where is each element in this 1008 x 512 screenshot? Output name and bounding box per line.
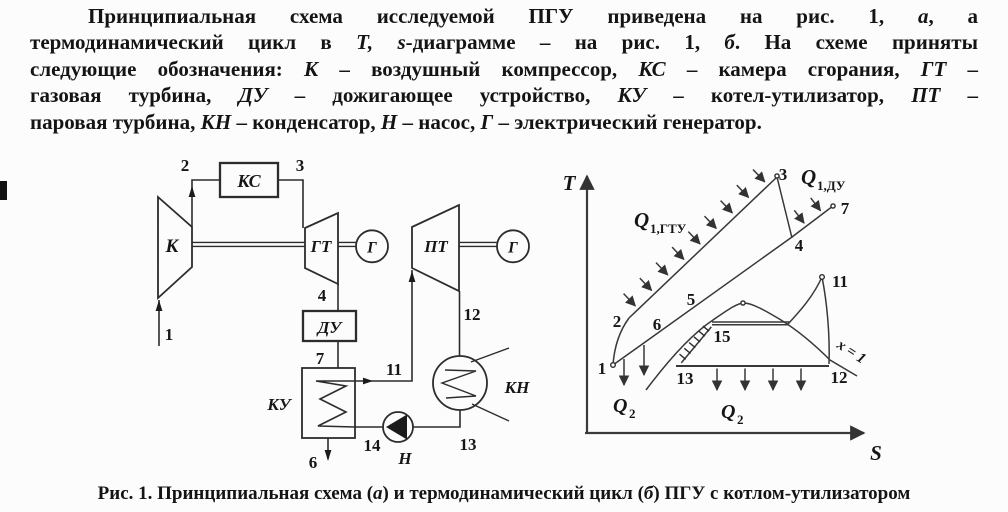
text-run: Принципиальная схема исследуемой ПГУ приведена на рис. 1, (88, 4, 918, 28)
text-run: Г (480, 109, 494, 134)
stream-12: 12 (463, 305, 481, 324)
expansion-line (822, 277, 829, 364)
stream-1: 1 (164, 325, 174, 344)
paragraph-line (30, 82, 978, 108)
text-run: следующие обозначения: (30, 56, 304, 81)
afterburner (303, 311, 356, 341)
stream-14: 14 (363, 436, 381, 455)
text-run: – воздушный компрессор, (318, 56, 639, 81)
q2-steam-subscript: 2 (737, 412, 744, 427)
paragraph-line (30, 29, 978, 55)
heat-rejection-steam (717, 369, 801, 391)
generator-left-label: Г (367, 239, 377, 257)
paragraph-line (30, 56, 978, 82)
q2-steam-label: Q (721, 401, 736, 423)
heat-rejection-gas (624, 345, 644, 385)
text-run: , а (928, 4, 978, 28)
stream-2: 2 (180, 156, 190, 175)
ts-point-4: 4 (794, 236, 804, 255)
condenser-coil-icon (442, 370, 476, 398)
text-run: а (917, 4, 929, 28)
q1-gtu-subscript: 1,ГТУ (650, 221, 687, 236)
text-run: – насос, (397, 109, 481, 134)
text-run: Н (380, 109, 398, 134)
body-paragraph (30, 3, 978, 135)
q1-gtu-label: Q (634, 208, 650, 232)
flow-arrow-icon (189, 186, 196, 197)
text-run: ) ПГУ с котлом-утилизатором (653, 483, 911, 504)
stream-4: 4 (317, 286, 327, 305)
combustion-chamber (220, 163, 278, 197)
text-run: б (724, 30, 735, 55)
text-run: – камера сгорания, (665, 56, 921, 81)
text-run: а (373, 483, 383, 504)
text-run: К (303, 56, 319, 81)
stream-3: 3 (295, 156, 305, 175)
ts-point-12: 12 (830, 368, 848, 387)
generator-left (356, 230, 388, 262)
condenser-label: КН (504, 378, 530, 397)
q2-gas-subscript: 2 (629, 406, 636, 421)
generator-right (497, 230, 529, 262)
flow-lines (156, 180, 460, 461)
steam-quality-label: x = 1 (833, 336, 869, 368)
paragraph-line (30, 109, 978, 135)
text-run: КУ (617, 83, 647, 108)
ts-point-11: 11 (831, 272, 849, 291)
ts-point-7: 7 (840, 199, 850, 218)
ts-point-13: 13 (676, 369, 694, 388)
stream-6: 6 (308, 453, 318, 472)
combustor-label: КС (237, 171, 261, 191)
hrsg-label: КУ (267, 395, 291, 414)
ts-point-1: 1 (597, 359, 607, 378)
shaft-lines (192, 242, 497, 246)
compressor (158, 197, 192, 298)
text-run: б (643, 483, 654, 504)
text-run: – дожигающее устройство, (267, 83, 618, 108)
ts-point-2: 2 (612, 312, 622, 331)
text-run: – (940, 83, 979, 108)
scan-artifact (0, 181, 7, 200)
text-run: – котел-утилизатор, (646, 83, 912, 108)
pump-arrow-icon (386, 415, 407, 440)
text-run: газовая турбина, (30, 83, 239, 108)
q1-du-label: Q (801, 165, 817, 189)
heat-arrows-gtu (624, 170, 765, 306)
superheat-line (788, 277, 822, 324)
steam-turbine (412, 205, 459, 291)
gas-turbine (305, 213, 338, 284)
text-run: . На схеме приняты (734, 30, 978, 55)
flow-arrow-icon (156, 300, 163, 311)
evaporation-line (712, 322, 790, 325)
text-run: – конденсатор, (231, 109, 381, 134)
condenser (433, 348, 530, 421)
pump (383, 412, 413, 468)
text-run: Рис. 1. Принципиальная схема ( (97, 483, 374, 504)
y-axis-label: T (562, 171, 576, 195)
text-run: Т, s (356, 30, 406, 55)
stream-numbers (165, 156, 481, 472)
generator-right-label: Г (508, 239, 518, 257)
plant-schematic-figure (125, 148, 545, 478)
compressor-label: К (165, 236, 179, 257)
paragraph-line (30, 3, 978, 29)
text-run: ) и термодинамический цикл ( (382, 483, 644, 504)
text-run: ДУ (238, 83, 268, 108)
flow-arrow-icon (325, 450, 332, 461)
stream-13: 13 (459, 435, 477, 454)
text-run: термодинамический цикл в (30, 30, 357, 55)
stream-7: 7 (315, 349, 325, 368)
steam-turbine-label: ПТ (424, 237, 448, 256)
ts-point-6: 6 (652, 315, 662, 334)
text-run: КС (638, 56, 666, 81)
pump-label: Н (398, 449, 412, 468)
x-axis-label: S (870, 441, 882, 465)
text-run: ГТ (920, 56, 947, 81)
ts-point-5: 5 (686, 290, 696, 309)
gas-turbine-label: ГТ (310, 237, 332, 256)
text-run: паровая турбина, (30, 109, 201, 134)
economizer-ticks (680, 326, 710, 359)
stream-11: 11 (385, 360, 403, 379)
q2-gas-label: Q (613, 395, 628, 417)
ts-point-3: 3 (778, 165, 788, 184)
q1-du-subscript: 1,ДУ (817, 178, 846, 193)
ts-point-15: 15 (713, 327, 731, 346)
cooling-water-lines (471, 348, 509, 421)
text-run: КН (200, 109, 232, 134)
ts-diagram-figure (550, 145, 990, 480)
text-run: -диаграмме – на рис. 1, (405, 30, 725, 55)
flow-arrow-icon (363, 378, 373, 385)
hrsg (266, 368, 355, 438)
text-run: – (946, 56, 979, 81)
figure-caption (0, 483, 1008, 505)
text-run: ПТ (911, 83, 941, 108)
afterburner-label: ДУ (317, 318, 342, 337)
flow-arrow-icon (409, 271, 416, 282)
text-run: – электрический генератор. (493, 109, 762, 134)
